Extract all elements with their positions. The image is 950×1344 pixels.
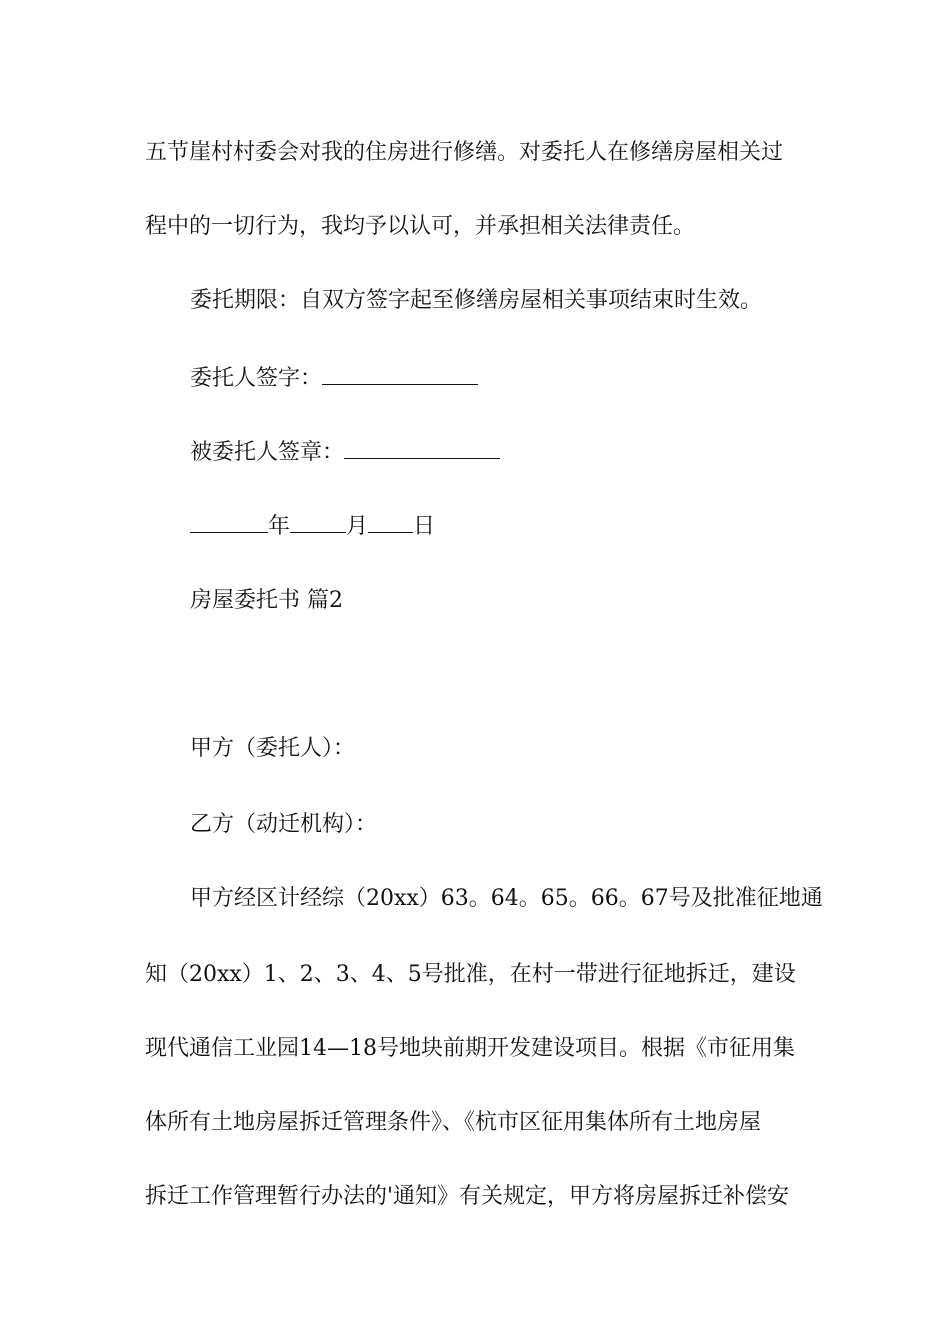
- principal-signature: [190, 362, 870, 394]
- day-blank: [368, 510, 413, 533]
- month-label: 月: [346, 514, 369, 539]
- section-title: 房屋委托书 篇2: [190, 588, 343, 613]
- year-label: 年: [268, 514, 291, 539]
- paragraph-line: 体所有土地房屋拆迁管理条件》、《杭市区征用集体所有土地房屋: [145, 1110, 762, 1135]
- agent-signature-blank: [344, 436, 500, 459]
- paragraph-line: 知（20xx）1、2、3、4、5号批准，在村一带进行征地拆迁，建设: [145, 962, 796, 987]
- principal-signature-blank: [322, 362, 478, 385]
- paragraph-line: 拆迁工作管理暂行办法的'通知》有关规定，甲方将房屋拆迁补偿安: [145, 1184, 790, 1209]
- party-b: 乙方（动迁机构）：: [190, 812, 378, 837]
- party-a: 甲方（委托人）：: [190, 736, 356, 761]
- paragraph-line: 现代通信工业园14—18号地块前期开发建设项目。根据《市征用集: [145, 1036, 795, 1061]
- day-label: 日: [413, 514, 436, 539]
- paragraph-line: 五节崖村村委会对我的住房进行修缮。对委托人在修缮房屋相关过: [145, 140, 784, 165]
- month-blank: [290, 510, 346, 533]
- agent-signature: [190, 436, 870, 468]
- paragraph-line: 程中的一切行为，我均予以认可，并承担相关法律责任。: [145, 214, 696, 239]
- agent-signature-label: 被委托人签章：: [190, 440, 345, 465]
- paragraph-line: 甲方经区计经综（20xx）63。64。65。66。67号及批准征地通: [190, 886, 823, 911]
- principal-signature-label: 委托人签字：: [190, 366, 323, 391]
- entrust-period: 委托期限：自双方签字起至修缮房屋相关事项结束时生效。: [190, 288, 763, 313]
- year-blank: [190, 510, 268, 533]
- signature-date: [190, 510, 870, 542]
